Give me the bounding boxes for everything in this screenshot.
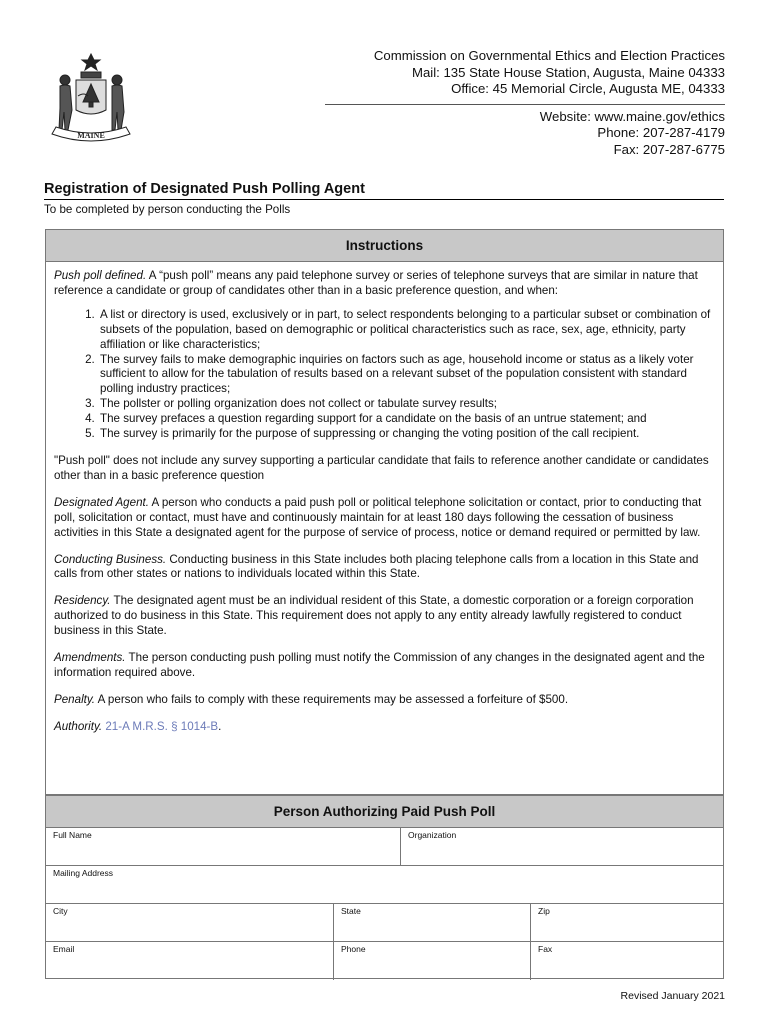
city-field[interactable]: City: [46, 904, 334, 941]
form-row: [46, 866, 723, 904]
state-field[interactable]: State: [334, 904, 531, 941]
full-name-field[interactable]: Full Name: [46, 828, 401, 865]
push-poll-definition: Push poll defined. A “push poll” means any paid telephone survey or series of telephone surveys that are similar in nature that reference a candidate or group of candidates other than in a basic preference question, and when:: [54, 269, 698, 297]
fax: Fax: 207-287-6775: [613, 141, 725, 157]
maine-state-seal: [50, 50, 132, 146]
authorizing-heading: Person Authorizing Paid Push Poll: [46, 796, 723, 828]
office-address: Office: 45 Memorial Circle, Augusta ME, 04333: [451, 81, 725, 97]
mailing-address-field[interactable]: Mailing Address: [53, 868, 114, 878]
commission-header: [325, 48, 725, 159]
authority-link[interactable]: 21-A M.R.S. § 1014-B: [105, 719, 219, 733]
list-item: 3. The pollster or polling organization does not collect or tabulate survey results;: [98, 397, 715, 412]
authorizing-person-box: [45, 795, 724, 979]
title-divider: [44, 199, 724, 200]
residency-definition: Residency. The designated agent must be an individual resident of this State, a domestic corporation or a foreign corporation authorized to do business in this State. This requirement does not apply to any entity already lawfully registered to conduct business in this State.: [54, 594, 694, 638]
authority-definition: Authority. 21-A M.R.S. § 1014-B.: [54, 719, 222, 733]
push-poll-exclusion: "Push poll" does not include any survey supporting a particular candidate that fails to reference another candidate or candidates other than in a basic preference question: [54, 453, 709, 482]
email-field[interactable]: Email: [46, 942, 334, 980]
form-row: [46, 828, 723, 866]
amendments-definition: Amendments. The person conducting push polling must notify the Commission of any changes in the designated agent and the information required above.: [54, 651, 705, 679]
phone: Phone: 207-287-4179: [597, 125, 725, 141]
instructions-box: [45, 229, 724, 795]
fax-field[interactable]: Fax: [538, 944, 553, 954]
list-item: 1. A list or directory is used, exclusively or in part, to select respondents belonging to a particular subset or combination of subsets of the population, based on demographic or political characteristics such as race, sex, age, ethnicity, party affiliation or like characteristics;: [98, 308, 715, 353]
header-divider: [325, 104, 725, 105]
conducting-business-definition: Conducting Business. Conducting business in this State includes both placing telephone calls from a location in this State and calls from other states or nations to individuals located within this State.: [54, 552, 699, 581]
form-row: [46, 942, 723, 980]
phone-field[interactable]: Phone: [334, 942, 531, 980]
push-poll-criteria-list: [54, 308, 715, 442]
org-name: Commission on Governmental Ethics and Election Practices: [373, 48, 725, 63]
website: Website: www.maine.gov/ethics: [539, 108, 725, 124]
instructions-heading: Instructions: [46, 230, 723, 262]
revision-date: Revised January 2021: [620, 990, 725, 1002]
form-subtitle: To be completed by person conducting the Polls: [44, 203, 291, 216]
organization-field[interactable]: Organization: [408, 830, 457, 840]
mail-address: Mail: 135 State House Station, Augusta, Maine 04333: [411, 64, 725, 80]
list-item: 5. The survey is primarily for the purpose of suppressing or changing the voting position of the call recipient.: [98, 427, 715, 442]
zip-field[interactable]: Zip: [538, 906, 550, 916]
form-title: Registration of Designated Push Polling Agent: [44, 181, 365, 197]
form-row: [46, 904, 723, 942]
instructions-body: [46, 262, 723, 735]
list-item: 4. The survey prefaces a question regarding support for a candidate on the basis of an untrue statement; and: [98, 412, 715, 427]
penalty-definition: Penalty. A person who fails to comply with these requirements may be assessed a forfeiture of $500.: [54, 692, 569, 706]
svg-text:MAINE: MAINE: [77, 131, 105, 140]
designated-agent-definition: Designated Agent. A person who conducts a paid push poll or political telephone solicitation or contact, prior to conducting that poll, solicitation or contact, must have and continuously maintain for at least 180 days following the cessation of business activities in this State a designated agent for the purpose of service of process, notice or demand required or permitted by law.: [54, 495, 702, 539]
list-item: 2. The survey fails to make demographic inquiries on factors such as age, household income or status as a likely voter sufficient to allow for the tabulation of results based on a relevant subset of the population consistent with standard polling industry practices;: [98, 353, 715, 398]
